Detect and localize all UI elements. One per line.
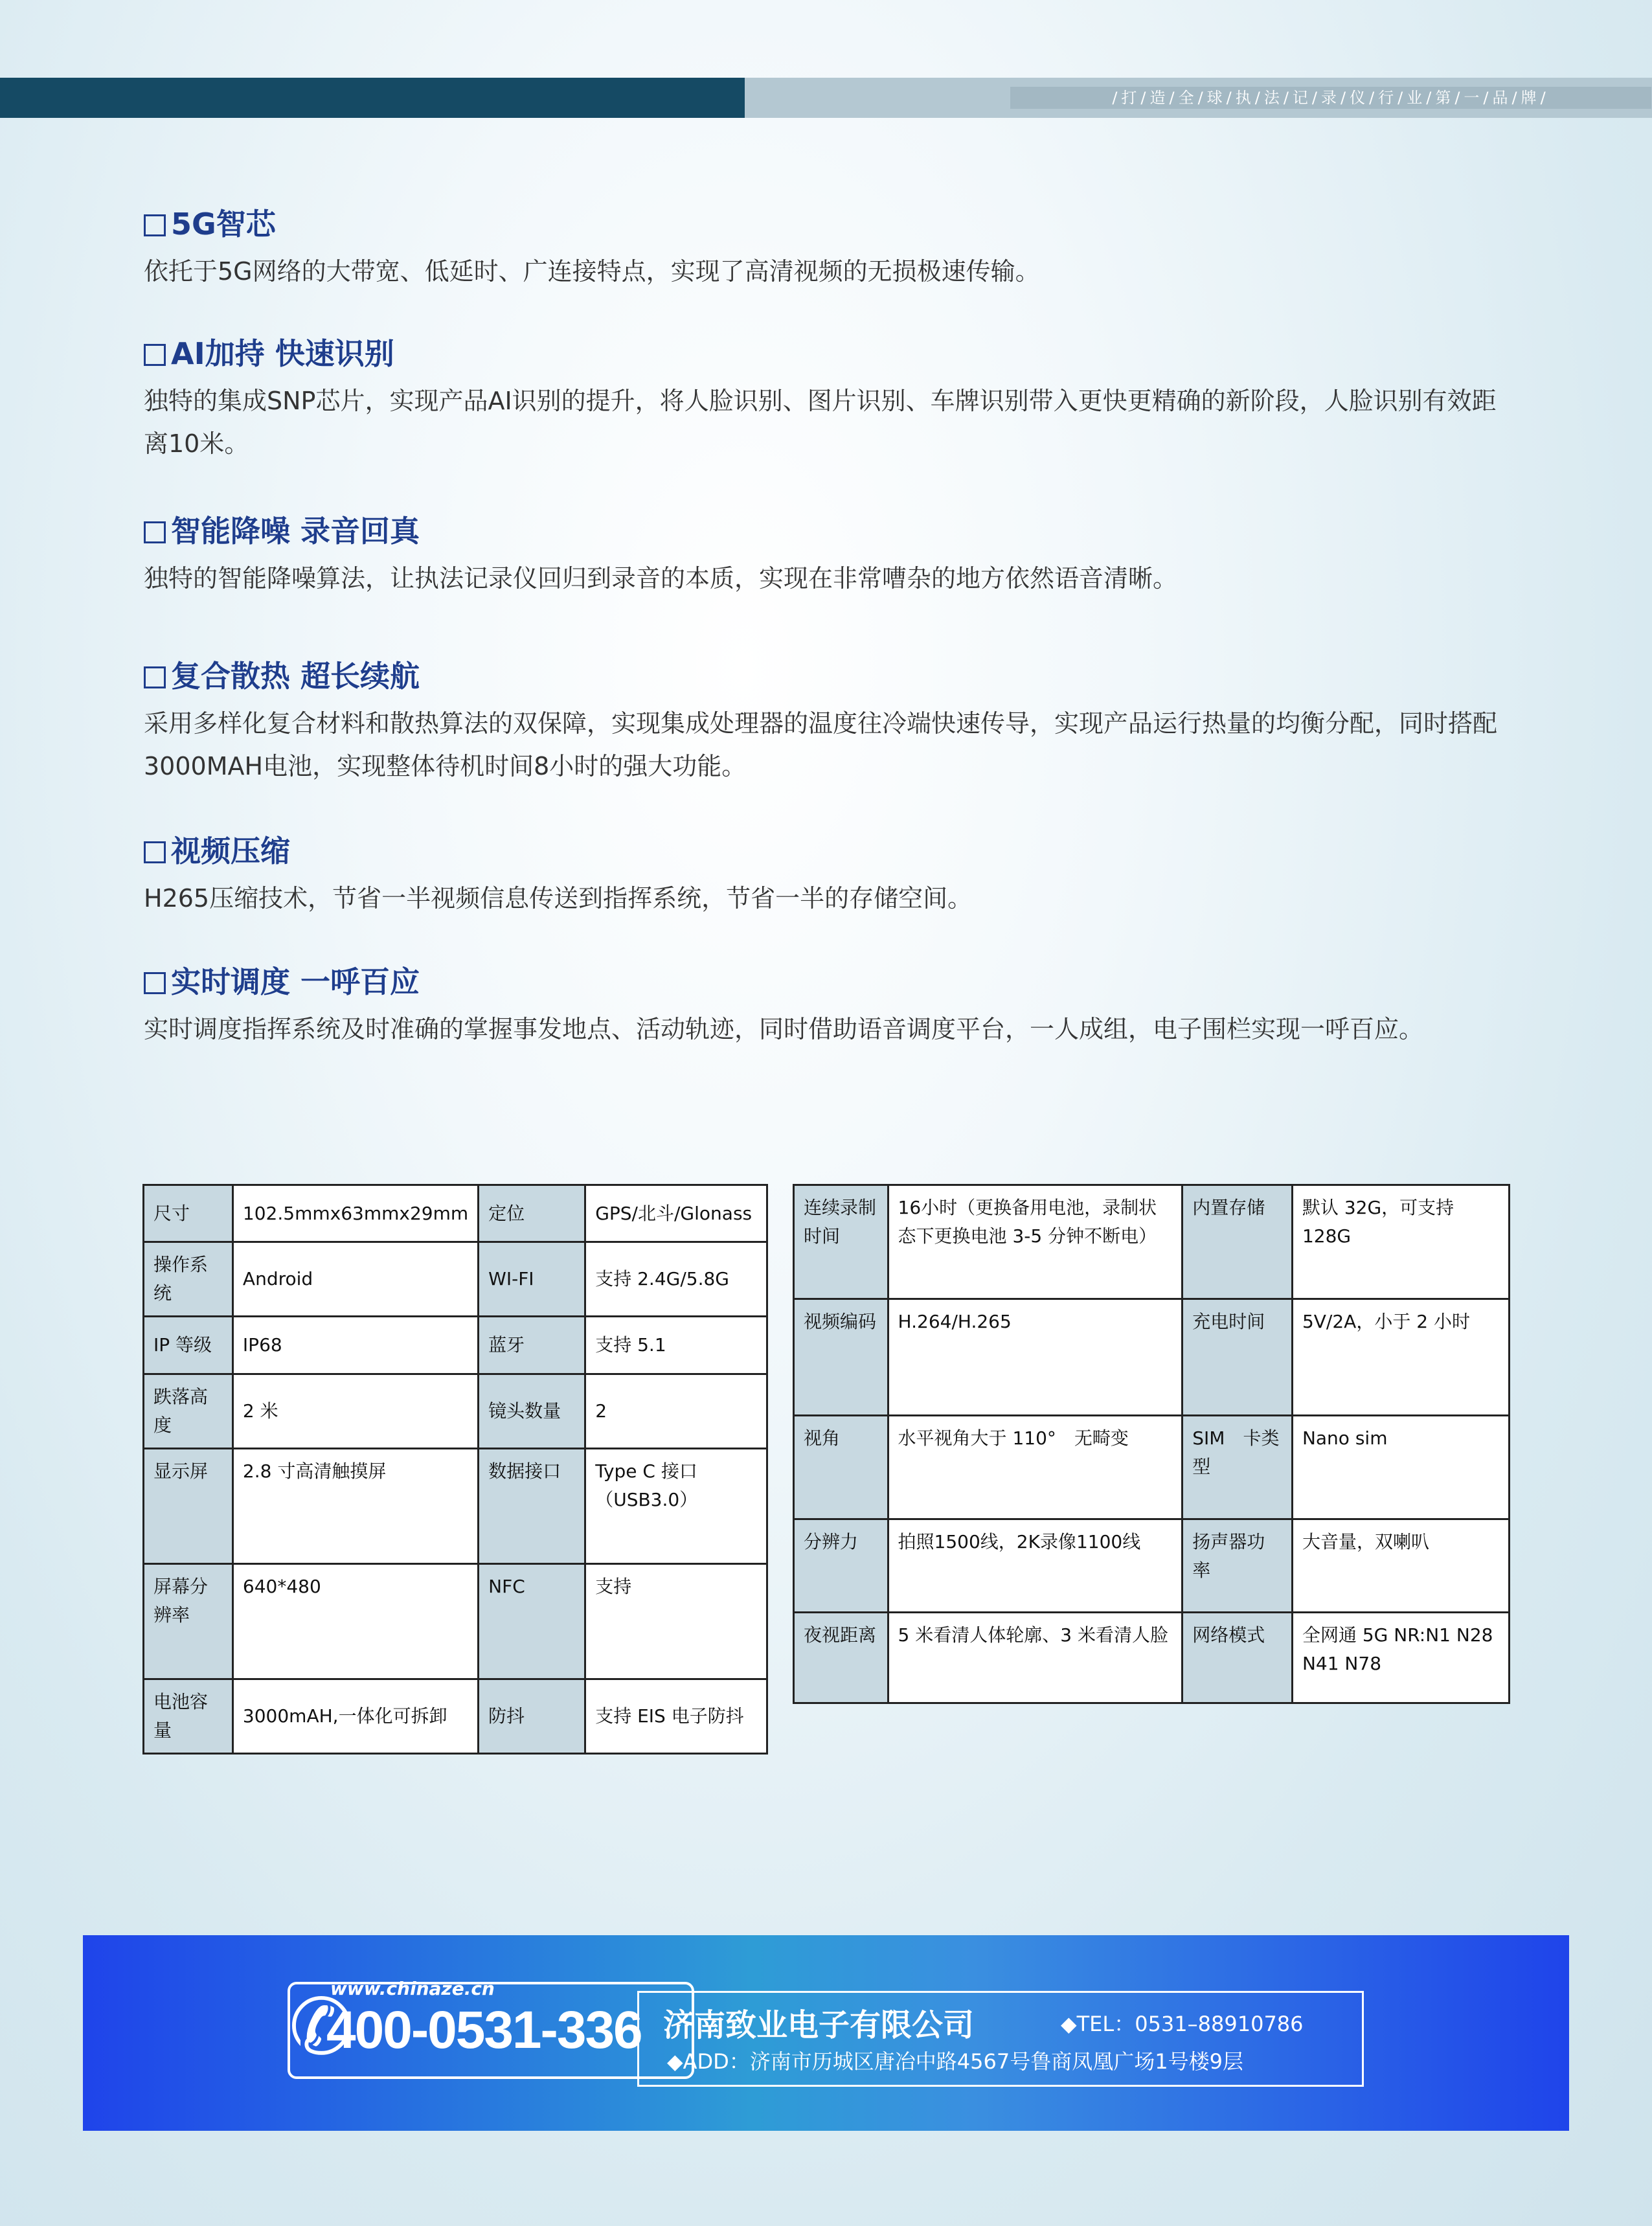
checkbox-icon: [144, 841, 166, 863]
spec-value: 2 米: [232, 1374, 478, 1449]
company-address: ◆ADD：济南市历城区唐冶中路4567号鲁商凤凰广场1号楼9层: [667, 2049, 1243, 2074]
spec-key: 扬声器功率: [1182, 1519, 1293, 1613]
slogan: /打/造/全/球/执/法/记/录/仪/行/业/第/一/品/牌/: [1010, 87, 1651, 109]
table-row: [144, 1317, 767, 1374]
spec-key: 定位: [479, 1185, 585, 1242]
spec-key: 显示屏: [144, 1449, 233, 1564]
spec-key: 分辨力: [794, 1519, 888, 1613]
hotline-number: 400-0531-336: [326, 2001, 642, 2060]
spec-value: GPS/北斗/Glonass: [585, 1185, 767, 1242]
table-row: [144, 1679, 767, 1754]
feature-title: 实时调度 一呼百应: [144, 962, 1517, 1001]
company-tel: ◆TEL：0531–88910786: [1061, 2012, 1304, 2036]
table-row: [144, 1185, 767, 1242]
website-link[interactable]: www.chinaze.cn: [330, 1978, 495, 1999]
table-row: [794, 1185, 1510, 1299]
table-row: [144, 1564, 767, 1679]
feature-text: 采用多样化复合材料和散热算法的双保障，实现集成处理器的温度往冷端快速传导，实现产品运行热量的均衡分配，同时搭配3000MAH电池，实现整体待机时间8小时的强大功能。: [144, 709, 1498, 780]
spec-value: Android: [232, 1242, 478, 1317]
feature-video-compression: [144, 832, 1517, 920]
feature-ai: [144, 334, 1517, 465]
spec-table-right: [793, 1184, 1510, 1704]
checkbox-icon: [144, 521, 166, 543]
table-row: [144, 1449, 767, 1564]
spec-value: 全网通 5G NR:N1 N28 N41 N78: [1292, 1613, 1509, 1703]
table-row: [144, 1374, 767, 1449]
spec-key: 防抖: [479, 1679, 585, 1754]
spec-key: 视角: [794, 1416, 888, 1519]
feature-5g-chip: [144, 205, 1517, 293]
spec-value: Nano sim: [1292, 1416, 1509, 1519]
spec-value: 默认 32G，可支持 128G: [1292, 1185, 1509, 1299]
spec-value: H.264/H.265: [888, 1299, 1182, 1416]
spec-value: 支持 2.4G/5.8G: [585, 1242, 767, 1317]
footer-banner: [83, 1935, 1569, 2131]
feature-title: 智能降噪 录音回真: [144, 512, 1517, 551]
feature-noise-reduction: [144, 512, 1517, 600]
spec-key: 内置存储: [1182, 1185, 1293, 1299]
checkbox-icon: [144, 666, 166, 688]
checkbox-icon: [144, 214, 166, 236]
spec-value: 5 米看清人体轮廓、3 米看清人脸: [888, 1613, 1182, 1703]
spec-key: SIM 卡类型: [1182, 1416, 1293, 1519]
spec-value: IP68: [232, 1317, 478, 1374]
spec-key: 跌落高度: [144, 1374, 233, 1449]
table-row: [794, 1613, 1510, 1703]
spec-key: 视频编码: [794, 1299, 888, 1416]
spec-key: 蓝牙: [479, 1317, 585, 1374]
spec-value: 支持 5.1: [585, 1317, 767, 1374]
spec-value: 大音量，双喇叭: [1292, 1519, 1509, 1613]
spec-value: 水平视角大于 110° 无畸变: [888, 1416, 1182, 1519]
spec-key: 数据接口: [479, 1449, 585, 1564]
spec-value: 拍照1500线，2K录像1100线: [888, 1519, 1182, 1613]
checkbox-icon: [144, 344, 166, 366]
spec-value: 支持: [585, 1564, 767, 1679]
table-row: [794, 1299, 1510, 1416]
spec-value: 2.8 寸高清触摸屏: [232, 1449, 478, 1564]
table-row: [794, 1519, 1510, 1613]
spec-key: 网络模式: [1182, 1613, 1293, 1703]
feature-text: 独特的智能降噪算法，让执法记录仪回归到录音的本质，实现在非常嘈杂的地方依然语音清晰。: [144, 564, 1178, 593]
company-name: 济南致业电子有限公司: [663, 2007, 975, 2043]
spec-value: Type C 接口（USB3.0）: [585, 1449, 767, 1564]
banner-dark-segment: [0, 78, 745, 118]
spec-key: WI-FI: [479, 1242, 585, 1317]
spec-key: 电池容量: [144, 1679, 233, 1754]
spec-value: 支持 EIS 电子防抖: [585, 1679, 767, 1754]
spec-key: 夜视距离: [794, 1613, 888, 1703]
spec-value: 2: [585, 1374, 767, 1449]
phone-icon: ✆: [289, 1982, 354, 2073]
table-row: [794, 1416, 1510, 1519]
feature-heat-dissipation: [144, 657, 1517, 788]
feature-title: AI加持 快速识别: [144, 334, 1517, 373]
checkbox-icon: [144, 972, 166, 994]
feature-title: 视频压缩: [144, 832, 1517, 870]
spec-key: 充电时间: [1182, 1299, 1293, 1416]
top-banner: [0, 78, 1652, 118]
spec-value: 640*480: [232, 1564, 478, 1679]
spec-key: NFC: [479, 1564, 585, 1679]
spec-key: 镜头数量: [479, 1374, 585, 1449]
feature-title: 5G智芯: [144, 205, 1517, 244]
feature-text: 实时调度指挥系统及时准确的掌握事发地点、活动轨迹，同时借助语音调度平台，一人成组，电子围栏实现一呼百应。: [144, 1015, 1424, 1043]
spec-value: 5V/2A，小于 2 小时: [1292, 1299, 1509, 1416]
feature-text: 独特的集成SNP芯片，实现产品AI识别的提升，将人脸识别、图片识别、车牌识别带入更快更精确的新阶段，人脸识别有效距离10米。: [144, 387, 1497, 458]
spec-value: 3000mAH,一体化可拆卸: [232, 1679, 478, 1754]
feature-dispatch: [144, 962, 1517, 1051]
spec-key: 操作系统: [144, 1242, 233, 1317]
feature-title: 复合散热 超长续航: [144, 657, 1517, 696]
feature-text: 依托于5G网络的大带宽、低延时、广连接特点，实现了高清视频的无损极速传输。: [144, 257, 1040, 286]
spec-value: 102.5mmx63mmx29mm: [232, 1185, 478, 1242]
table-row: [144, 1242, 767, 1317]
spec-key: 尺寸: [144, 1185, 233, 1242]
spec-key: 屏幕分辨率: [144, 1564, 233, 1679]
spec-table-left: [142, 1184, 768, 1755]
spec-key: 连续录制时间: [794, 1185, 888, 1299]
feature-text: H265压缩技术，节省一半视频信息传送到指挥系统，节省一半的存储空间。: [144, 884, 973, 913]
spec-key: IP 等级: [144, 1317, 233, 1374]
spec-value: 16小时（更换备用电池，录制状态下更换电池 3-5 分钟不断电）: [888, 1185, 1182, 1299]
